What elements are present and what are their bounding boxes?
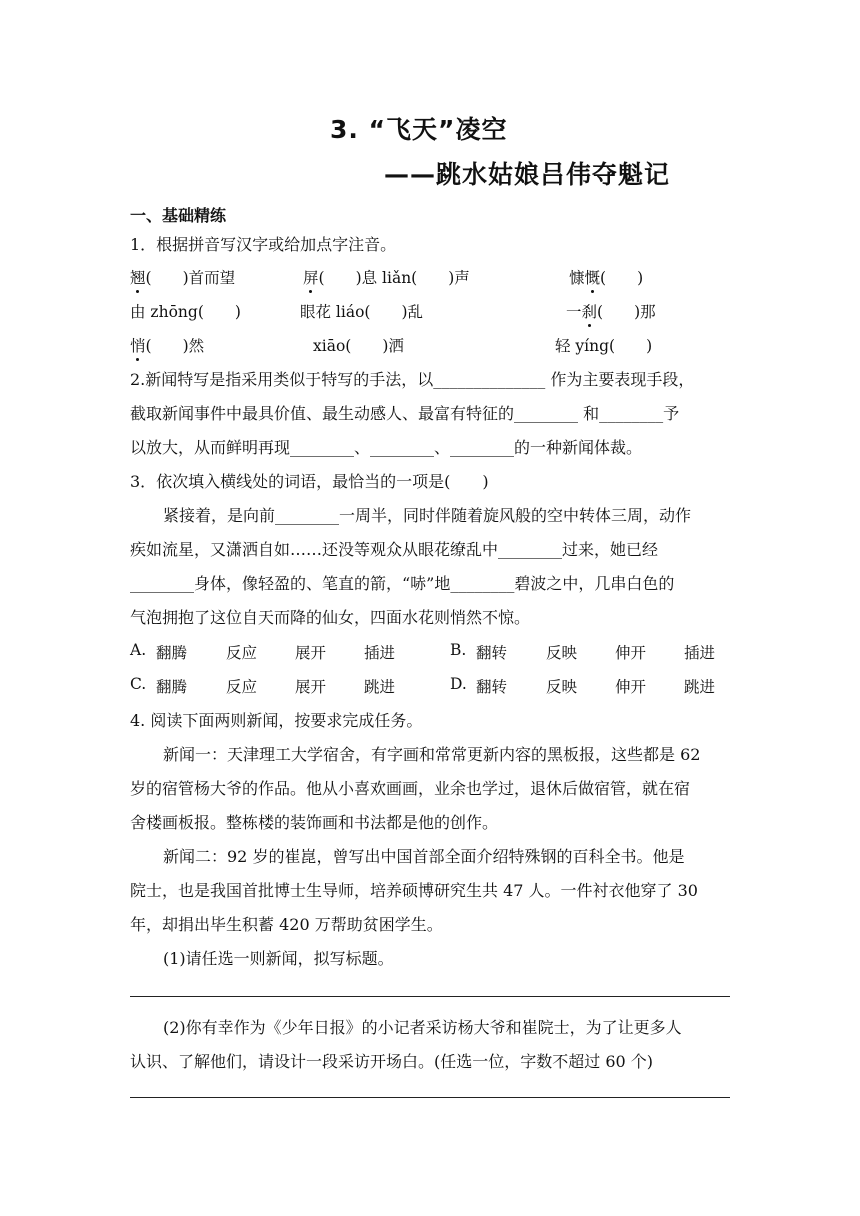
- section-heading: 一、基础精练: [130, 206, 227, 225]
- sub-question-2-line: (2)你有幸作为《少年日报》的小记者采访杨大爷和崔院士，为了让更多人: [163, 1018, 682, 1037]
- option-word: 伸开: [615, 644, 647, 662]
- q1-item: [303, 266, 470, 288]
- question-1-stem: 1．根据拼音写汉字或给加点字注音。: [130, 235, 397, 254]
- answer-line[interactable]: [130, 996, 730, 997]
- option-word: 翻转: [476, 644, 508, 662]
- q1-item: [130, 266, 235, 288]
- q1-item: 眼花 liáo( )乱: [300, 303, 424, 321]
- news-2-line: 新闻二：92 岁的崔崑，曾写出中国首部全面介绍特殊钢的百科全书。他是: [163, 847, 685, 866]
- lesson-title: 3. “飞天”凌空: [330, 115, 508, 144]
- answer-line[interactable]: [130, 1097, 730, 1098]
- question-2-line: 以放大，从而鲜明再现________、________、________的一种新闻体裁。: [130, 438, 643, 457]
- news-1-line: 岁的宿管杨大爷的作品。他从小喜欢画画，业余也学过，退休后做宿管，就在宿: [130, 779, 691, 798]
- q1-item: [130, 334, 204, 356]
- q3-passage-line: 疾如流星，又潇洒自如……还没等观众从眼花缭乱中________过来，她已经: [130, 540, 659, 559]
- lesson-subtitle: ——跳水姑娘吕伟夺魁记: [384, 160, 671, 189]
- q1-char: 慨: [585, 266, 601, 288]
- news-1-line: 新闻一：天津理工大学宿舍，有字画和常常更新内容的黑板报，这些都是 62: [163, 745, 701, 764]
- option-letter: C.: [130, 675, 147, 693]
- news-2-line: 院士，也是我国首批博士生导师，培养硕博研究生共 47 人。一件衬衣他穿了 30: [130, 881, 698, 900]
- option-word: 反映: [546, 644, 578, 662]
- q1-rest: ( ): [600, 269, 644, 287]
- q3-passage-line: 气泡拥抱了这位自天而降的仙女，四面水花则悄然不惊。: [130, 608, 531, 627]
- q1-char: 翘: [130, 266, 146, 288]
- q1-rest: ( )然: [145, 337, 205, 355]
- option-word: 跳进: [684, 678, 716, 696]
- news-2-line: 年，却捐出毕生积蓄 420 万帮助贫困学生。: [130, 915, 443, 934]
- q1-rest: ( )首而望: [145, 269, 236, 287]
- option-word: 插进: [364, 644, 396, 662]
- option-word: 伸开: [615, 678, 647, 696]
- option-letter: B.: [450, 641, 467, 659]
- q1-rest: 一: [566, 303, 582, 321]
- q1-rest: 慷: [569, 269, 585, 287]
- sub-question-2-line: 认识、了解他们，请设计一段采访开场白。(任选一位，字数不超过 60 个): [130, 1052, 654, 1071]
- question-2-line: 截取新闻事件中最具价值、最生动感人、最富有特征的________ 和________予: [130, 404, 680, 423]
- option-word: 展开: [295, 678, 327, 696]
- q1-rest: ( )那: [597, 303, 656, 321]
- sub-question-1: (1)请任选一则新闻，拟写标题。: [163, 949, 394, 968]
- q1-item: [566, 300, 656, 322]
- q3-passage-line: 紧接着，是向前________一周半，同时伴随着旋风般的空中转体三周，动作: [163, 506, 692, 525]
- option-word: 反映: [546, 678, 578, 696]
- option-word: 翻腾: [156, 678, 188, 696]
- q1-item: [569, 266, 643, 288]
- q1-item: xiāo( )洒: [313, 337, 404, 355]
- option-letter: D.: [450, 675, 467, 693]
- question-4-stem: 4. 阅读下面两则新闻，按要求完成任务。: [130, 711, 423, 730]
- news-1-line: 舍楼画板报。整栋楼的装饰画和书法都是他的创作。: [130, 813, 499, 832]
- option-letter: A.: [130, 641, 147, 659]
- q1-char: 屏: [303, 266, 319, 288]
- q3-passage-line: ________身体，像轻盈的、笔直的箭，“哧”地________碧波之中，几串白色的: [130, 574, 675, 593]
- q1-item: 轻 yíng( ): [555, 337, 653, 355]
- option-word: 跳进: [364, 678, 396, 696]
- q1-char: 悄: [130, 334, 146, 356]
- option-word: 反应: [226, 644, 258, 662]
- q1-item: 由 zhōng( ): [130, 303, 241, 321]
- option-word: 展开: [295, 644, 327, 662]
- q1-char: 刹: [582, 300, 598, 322]
- question-2-line: 2.新闻特写是指采用类似于特写的手法，以______________ 作为主要表现手段，: [130, 370, 695, 389]
- option-word: 插进: [684, 644, 716, 662]
- option-word: 反应: [226, 678, 258, 696]
- question-3-stem: 3．依次填入横线处的词语，最恰当的一项是( ): [130, 472, 489, 491]
- q1-rest: ( )息 liǎn( )声: [318, 269, 470, 287]
- option-word: 翻腾: [156, 644, 188, 662]
- option-word: 翻转: [476, 678, 508, 696]
